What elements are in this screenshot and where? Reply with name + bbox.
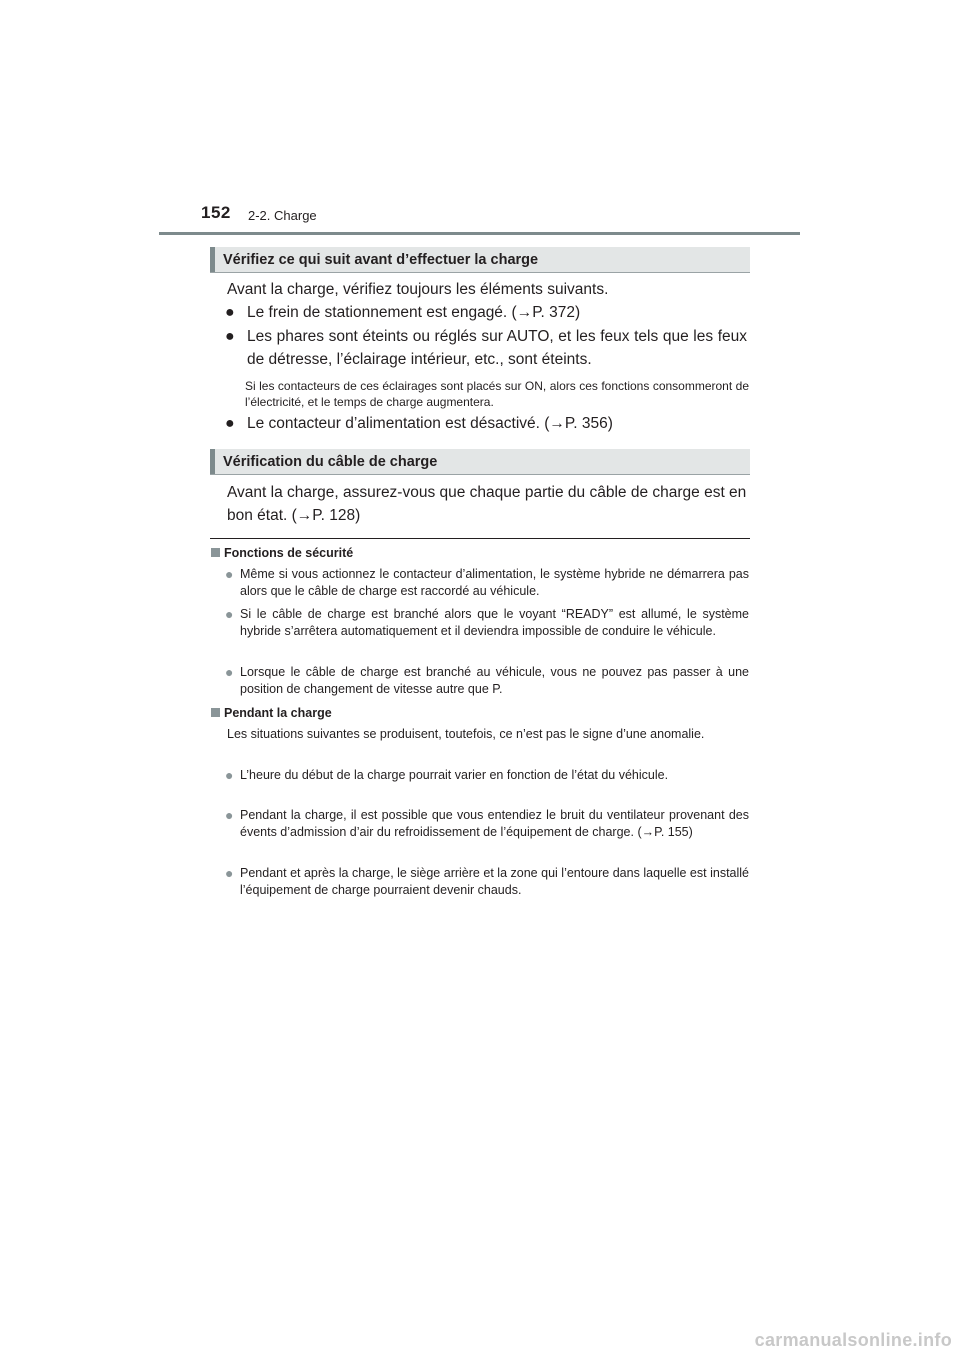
check-item	[225, 413, 747, 435]
page-number: 152	[201, 203, 231, 222]
during-item-text: Pendant et après la charge, le siège arrière et la zone qui l’entoure dans laquelle est installé l’équipement de charge pourraient devenir chauds.	[240, 866, 749, 897]
watermark: carmanualsonline.info	[754, 1330, 952, 1350]
bullet-icon: ●	[225, 328, 235, 345]
section-heading-title: Vérifiez ce qui suit avant d’effectuer la charge	[223, 252, 539, 268]
bullet-icon: ●	[225, 566, 234, 582]
bullet-icon: ●	[225, 606, 234, 622]
subheading-safety	[211, 546, 353, 560]
bullet-icon: ●	[225, 807, 234, 823]
section-heading-title: Vérification du câble de charge	[223, 454, 438, 470]
subheading-text: Fonctions de sécurité	[224, 546, 354, 560]
safety-item	[225, 664, 749, 698]
check-item	[225, 325, 747, 371]
bullet-icon: ●	[225, 415, 235, 432]
section-heading-cable	[210, 449, 750, 475]
note-text: Si les contacteurs de ces éclairages sont placés sur ON, alors ces fonctions consommeront de l’électricité, et le temps de charge augmentera.	[245, 379, 749, 409]
header-rule	[159, 232, 800, 235]
safety-item-text: Lorsque le câble de charge est branché au véhicule, vous ne pouvez pas passer à une position de changement de vitesse autre que P.	[240, 665, 749, 696]
subheading-text: Pendant la charge	[224, 706, 332, 720]
during-item	[225, 865, 749, 899]
intro-paragraph: Avant la charge, vérifiez toujours les éléments suivants.	[227, 281, 609, 298]
check-item	[225, 302, 747, 324]
during-item-text: Pendant la charge, il est possible que vous entendiez le bruit du ventilateur provenant des évents d’admission d’air du refroidissement de l’équipement de charge. (→P. 155)	[240, 808, 749, 839]
bullet-icon: ●	[225, 304, 235, 321]
cable-check-paragraph: Avant la charge, assurez-vous que chaque partie du câble de charge est en bon état. (→P. 128)	[227, 484, 747, 524]
safety-item	[225, 566, 749, 600]
bullet-icon: ●	[225, 767, 234, 783]
section-label: 2-2. Charge	[248, 208, 317, 223]
safety-item-text: Même si vous actionnez le contacteur d’alimentation, le système hybride ne démarrera pas alors que le câble de charge est raccordé au véhicule.	[240, 567, 749, 598]
during-item	[225, 767, 749, 784]
square-bullet-icon	[211, 708, 220, 717]
subheading-during-charge	[211, 706, 332, 720]
heading-accent	[210, 247, 215, 272]
divider	[210, 538, 750, 539]
during-item-text: L’heure du début de la charge pourrait varier en fonction de l’état du véhicule.	[240, 768, 669, 782]
safety-item	[225, 606, 749, 640]
check-item-text: Les phares sont éteints ou réglés sur AUTO, et les feux tels que les feux de détresse, l’éclairage intérieur, etc., sont éteints.	[247, 328, 747, 368]
bullet-icon: ●	[225, 865, 234, 881]
during-item	[225, 807, 749, 841]
check-item-text: Le contacteur d’alimentation est désactivé. (→P. 356)	[247, 415, 613, 432]
check-item-text: Le frein de stationnement est engagé. (→P. 372)	[247, 304, 581, 321]
safety-item-text: Si le câble de charge est branché alors que le voyant “READY” est allumé, le système hybride s’arrêtera automatiquement et il deviendra impossible de conduire le véhicule.	[240, 607, 749, 638]
square-bullet-icon	[211, 548, 220, 557]
heading-accent	[210, 449, 215, 474]
section-heading-checks	[210, 247, 750, 273]
during-intro: Les situations suivantes se produisent, toutefois, ce n’est pas le signe d’une anomalie.	[227, 727, 705, 741]
bullet-icon: ●	[225, 664, 234, 680]
